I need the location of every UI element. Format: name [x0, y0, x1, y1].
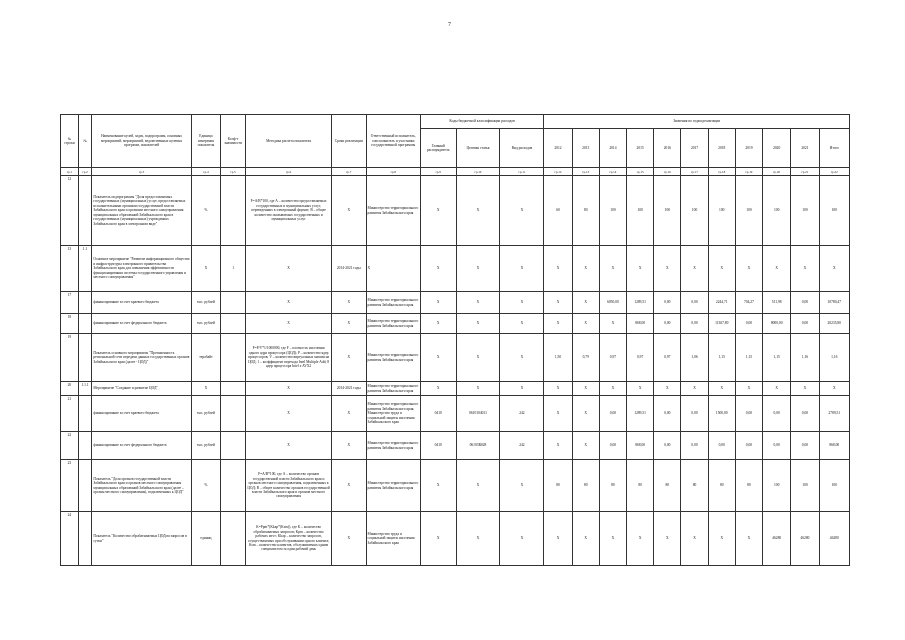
- table-row: [61, 314, 850, 334]
- year-value-cell: 0,00: [654, 314, 681, 334]
- year-value-cell: X: [708, 512, 735, 566]
- row-number-cell: 23: [61, 460, 79, 512]
- target-article-cell: X: [456, 382, 500, 396]
- expense-type-cell: 242: [500, 396, 544, 432]
- year-value-cell: 1,06: [681, 334, 708, 382]
- year-value-cell: 100: [791, 460, 819, 512]
- year-value-cell: 80: [572, 176, 599, 246]
- grbs-cell: X: [420, 382, 456, 396]
- header-method: Методика расчета показателя: [246, 115, 332, 168]
- term-cell: X: [331, 512, 366, 566]
- grbs-cell: X: [420, 292, 456, 314]
- grbs-cell: X: [420, 334, 456, 382]
- column-number-cell: гр.7: [331, 168, 366, 176]
- year-value-cell: X: [654, 246, 681, 292]
- column-number-cell: гр.10: [456, 168, 500, 176]
- column-number-cell: гр.1: [61, 168, 79, 176]
- table-body: [61, 168, 850, 566]
- header-target-article: Целевая статья: [456, 129, 500, 168]
- year-value-cell: 80: [735, 460, 762, 512]
- name-cell: Показатель основного мероприятия "Протяженность региональной сети передачи данных государственных органов Забайкальского края (далее - ЦОД)": [92, 334, 191, 382]
- table-row: [61, 246, 850, 292]
- row-number-cell: 18: [61, 314, 79, 334]
- name-cell: Основное мероприятие "Развитие информационного общества и инфраструктуры электронного правительства Забайкальского края для повышения эффективности функционирования системы государственного управления и местного самоуправления": [92, 246, 191, 292]
- row-number-cell: 20: [61, 382, 79, 396]
- row-number-cell: 21: [61, 396, 79, 432]
- year-value-cell: X: [572, 382, 599, 396]
- expense-type-cell: X: [500, 176, 544, 246]
- name-cell: финансирование за счет краевого бюджета: [92, 396, 191, 432]
- expense-type-cell: X: [500, 314, 544, 334]
- method-cell: F=A/B*100, где А – количество предоставляемых государственных и муниципальных услуг, переведенных в электронный формат; В – общее количество оказываемых государственных и муниципальных услуг: [246, 176, 332, 246]
- year-value-cell: 1289,51: [627, 396, 654, 432]
- method-cell: X: [246, 314, 332, 334]
- name-cell: финансирование за счет краевого бюджета: [92, 292, 191, 314]
- year-value-cell: 0,00: [681, 292, 708, 314]
- year-value-cell: 80: [599, 460, 626, 512]
- unit-cell: X: [191, 382, 220, 396]
- grbs-cell: X: [420, 176, 456, 246]
- year-value-cell: X: [599, 512, 626, 566]
- year-value-cell: 0,00: [791, 314, 819, 334]
- coefficient-cell: [221, 396, 246, 432]
- year-value-cell: X: [572, 314, 599, 334]
- year-value-cell: 0,00: [654, 432, 681, 460]
- year-value-cell: 6050,00: [599, 292, 626, 314]
- target-article-cell: 06103R028: [456, 432, 500, 460]
- year-value-cell: X: [763, 246, 791, 292]
- responsible-cell: Министерство территориального развития Забайкальского края: [366, 460, 420, 512]
- table-row: [61, 176, 850, 246]
- year-value-cell: 868,00: [627, 432, 654, 460]
- table-row: [61, 432, 850, 460]
- total-value-cell: X: [819, 246, 849, 292]
- year-value-cell: 0,00: [708, 432, 735, 460]
- total-value-cell: 100: [819, 460, 849, 512]
- item-number-cell: [78, 334, 92, 382]
- target-article-cell: X: [456, 334, 500, 382]
- total-value-cell: X: [819, 382, 849, 396]
- total-value-cell: 10780,47: [819, 292, 849, 314]
- year-value-cell: 100: [627, 176, 654, 246]
- expense-type-cell: X: [500, 382, 544, 396]
- header-grbs: Главный распорядитель: [420, 129, 456, 168]
- year-value-cell: X: [572, 292, 599, 314]
- year-value-cell: X: [735, 512, 762, 566]
- header-name: Наименование целей, задач, подпрограмм, основных мероприятий, мероприятий, ведомственных целевых программ, показателей: [92, 115, 191, 168]
- table-row: [61, 334, 850, 382]
- header-year: 2013: [572, 129, 599, 168]
- year-value-cell: 0,97: [627, 334, 654, 382]
- term-cell: 2014-2021 годы: [331, 382, 366, 396]
- year-value-cell: 80: [544, 460, 572, 512]
- row-number-cell: 17: [61, 292, 79, 314]
- program-table-wrapper: [60, 114, 850, 566]
- year-value-cell: X: [627, 512, 654, 566]
- column-number-cell: гр.12: [544, 168, 572, 176]
- year-value-cell: 0,97: [654, 334, 681, 382]
- year-value-cell: 60: [544, 176, 572, 246]
- name-cell: Мероприятие "Создание и развитие ЦОД": [92, 382, 191, 396]
- year-value-cell: 1,15: [708, 334, 735, 382]
- year-value-cell: 1,15: [735, 334, 762, 382]
- year-value-cell: 868,00: [627, 314, 654, 334]
- year-value-cell: X: [791, 382, 819, 396]
- table-row: [61, 292, 850, 314]
- year-value-cell: 0,00: [791, 292, 819, 314]
- year-value-cell: X: [681, 246, 708, 292]
- header-term: Сроки реализации: [331, 115, 366, 168]
- target-article-cell: X: [456, 460, 500, 512]
- header-budget-codes: Коды бюджетной классификации расходов: [420, 115, 543, 129]
- responsible-cell: Министерство территориального развития Забайкальского края: [366, 382, 420, 396]
- total-value-cell: 868,00: [819, 432, 849, 460]
- year-value-cell: 0,00: [791, 432, 819, 460]
- name-cell: Показатель "Доля органов государственной власти Забайкальского края и органов местного самоуправления муниципальных образований Забайкальского края (далее – органы местного самоуправления), подключенных к ЦОД": [92, 460, 191, 512]
- header-year: 2017: [681, 129, 708, 168]
- column-number-cell: гр.18: [708, 168, 735, 176]
- header-number: №: [78, 115, 92, 168]
- column-number-row: [61, 168, 850, 176]
- year-value-cell: 80: [654, 460, 681, 512]
- table-row: [61, 382, 850, 396]
- name-cell: Показатель подпрограммы "Доля предоставляемых государственных (муниципальных) услуг, предоставляемых исполнительными органами государственной власти Забайкальского края и органами местного самоуправления муниципальных образований Забайкальского края в государственных (муниципальных) учреждениях Забайкальского края в электронном виде": [92, 176, 191, 246]
- column-number-cell: гр.20: [763, 168, 791, 176]
- year-value-cell: X: [681, 512, 708, 566]
- year-value-cell: 100: [681, 176, 708, 246]
- year-value-cell: 80: [627, 460, 654, 512]
- expense-type-cell: X: [500, 246, 544, 292]
- year-value-cell: 80: [708, 460, 735, 512]
- year-value-cell: 0,00: [763, 432, 791, 460]
- column-number-cell: гр.4: [191, 168, 220, 176]
- year-value-cell: 100: [599, 176, 626, 246]
- year-value-cell: X: [763, 382, 791, 396]
- unit-cell: %: [191, 460, 220, 512]
- total-value-cell: 20235,80: [819, 314, 849, 334]
- year-value-cell: 0,00: [654, 396, 681, 432]
- row-number-cell: 19: [61, 334, 79, 382]
- term-cell: X: [331, 460, 366, 512]
- expense-type-cell: 242: [500, 432, 544, 460]
- method-cell: F=A/B*100, где А – количество органов государственной власти Забайкальского края и органов местного самоуправления, подключенных к ЦОД; В – общее количество органов государственной власти Забайкальского края и органов местного самоуправления: [246, 460, 332, 512]
- responsible-cell: X: [366, 246, 420, 292]
- year-value-cell: 1,16: [791, 334, 819, 382]
- term-cell: X: [331, 334, 366, 382]
- coefficient-cell: [221, 292, 246, 314]
- header-responsible: Ответственный исполнитель, соисполнитель и участники государственной программы: [366, 115, 420, 168]
- unit-cell: тыс. рублей: [191, 314, 220, 334]
- year-value-cell: 80: [572, 460, 599, 512]
- year-value-cell: 0,00: [735, 314, 762, 334]
- responsible-cell: Министерство территориального развития Забайкальского края: [366, 292, 420, 314]
- column-number-cell: гр.19: [735, 168, 762, 176]
- year-value-cell: X: [572, 396, 599, 432]
- year-value-cell: 8000,00: [763, 314, 791, 334]
- responsible-cell: Министерство труда и социальной защиты населения Забайкальского края: [366, 512, 420, 566]
- column-number-cell: гр.13: [572, 168, 599, 176]
- header-coefficient: Коэф-т значимости: [221, 115, 246, 168]
- grbs-cell: 0410: [420, 396, 456, 432]
- item-number-cell: [78, 292, 92, 314]
- target-article-cell: X: [456, 246, 500, 292]
- year-value-cell: 0,97: [599, 334, 626, 382]
- coefficient-cell: [221, 382, 246, 396]
- column-number-cell: гр.8: [366, 168, 420, 176]
- year-value-cell: X: [599, 314, 626, 334]
- item-number-cell: 1.1.1: [78, 382, 92, 396]
- column-number-cell: гр.21: [791, 168, 819, 176]
- coefficient-cell: [221, 432, 246, 460]
- year-value-cell: 511,98: [763, 292, 791, 314]
- year-value-cell: X: [654, 512, 681, 566]
- term-cell: X: [331, 176, 366, 246]
- year-value-cell: X: [544, 314, 572, 334]
- year-value-cell: 0,00: [681, 432, 708, 460]
- grbs-cell: X: [420, 246, 456, 292]
- program-indicators-table: [60, 114, 850, 566]
- column-number-cell: гр.15: [627, 168, 654, 176]
- method-cell: X: [246, 396, 332, 432]
- grbs-cell: X: [420, 460, 456, 512]
- responsible-cell: Министерство территориального развития Забайкальского края: [366, 314, 420, 334]
- year-value-cell: 100: [791, 176, 819, 246]
- year-value-cell: X: [544, 512, 572, 566]
- responsible-cell: Министерство территориального развития Забайкальского края: [366, 432, 420, 460]
- column-number-cell: гр.11: [500, 168, 544, 176]
- total-value-cell: 100: [819, 176, 849, 246]
- year-value-cell: 100: [763, 460, 791, 512]
- header-year: 2015: [627, 129, 654, 168]
- name-cell: финансирование за счет федерального бюджета: [92, 432, 191, 460]
- year-value-cell: 0,00: [599, 432, 626, 460]
- year-value-cell: X: [572, 512, 599, 566]
- header-year: 2020: [763, 129, 791, 168]
- unit-cell: тыс. рублей: [191, 396, 220, 432]
- table-row: [61, 512, 850, 566]
- year-value-cell: 0,00: [654, 292, 681, 314]
- year-value-cell: X: [544, 292, 572, 314]
- table-row: [61, 460, 850, 512]
- column-number-cell: гр.5: [221, 168, 246, 176]
- year-value-cell: X: [572, 246, 599, 292]
- year-value-cell: X: [708, 382, 735, 396]
- year-value-cell: X: [572, 432, 599, 460]
- term-cell: X: [331, 314, 366, 334]
- coefficient-cell: [221, 512, 246, 566]
- column-number-cell: гр.16: [654, 168, 681, 176]
- coefficient-cell: [221, 314, 246, 334]
- name-cell: финансирование за счет федерального бюджета: [92, 314, 191, 334]
- unit-cell: терабайт: [191, 334, 220, 382]
- year-value-cell: X: [627, 246, 654, 292]
- header-year: 2019: [735, 129, 762, 168]
- year-value-cell: X: [599, 382, 626, 396]
- year-value-cell: 0,00: [599, 396, 626, 432]
- year-value-cell: 100: [654, 176, 681, 246]
- coefficient-cell: [221, 176, 246, 246]
- method-cell: K=Ppm*(Kkap*(Ksm)), где K – количество обрабатываемых запросов; Kpm – количество рабочих мест; Kkap – количество запросов, осуществляемых при обслуживании одного клиента; Ksm – количество клиентов, обслуживаемых одним специалистом за один рабочий день: [246, 512, 332, 566]
- item-number-cell: [78, 460, 92, 512]
- year-value-cell: 0,00: [735, 432, 762, 460]
- item-number-cell: [78, 512, 92, 566]
- header-year: 2018: [708, 129, 735, 168]
- unit-cell: %: [191, 176, 220, 246]
- year-value-cell: 0,00: [681, 396, 708, 432]
- year-value-cell: 0,00: [791, 396, 819, 432]
- header-unit: Единица измерения показателя: [191, 115, 220, 168]
- grbs-cell: X: [420, 512, 456, 566]
- coefficient-cell: [221, 334, 246, 382]
- year-value-cell: 2244,71: [708, 292, 735, 314]
- column-number-cell: гр.3: [92, 168, 191, 176]
- year-value-cell: 100: [735, 176, 762, 246]
- responsible-cell: Министерство территориального развития Забайкальского края; Министерство труда и социальной защиты населения Забайкальского края: [366, 396, 420, 432]
- term-cell: 2014-2021 годы: [331, 246, 366, 292]
- item-number-cell: [78, 314, 92, 334]
- row-number-cell: 22: [61, 432, 79, 460]
- responsible-cell: Министерство территориального развития Забайкальского края: [366, 176, 420, 246]
- method-cell: X: [246, 246, 332, 292]
- item-number-cell: [78, 176, 92, 246]
- year-value-cell: 1,15: [763, 334, 791, 382]
- header-total: Итого: [819, 129, 849, 168]
- coefficient-cell: 1: [221, 246, 246, 292]
- method-cell: X: [246, 382, 332, 396]
- header-row-number: № строки: [61, 115, 79, 168]
- header-year: 2016: [654, 129, 681, 168]
- method-cell: X: [246, 432, 332, 460]
- row-number-cell: 24: [61, 512, 79, 566]
- grbs-cell: 0410: [420, 432, 456, 460]
- item-number-cell: [78, 432, 92, 460]
- column-number-cell: гр.14: [599, 168, 626, 176]
- row-number-cell: 13: [61, 246, 79, 292]
- unit-cell: X: [191, 246, 220, 292]
- year-value-cell: X: [681, 382, 708, 396]
- header-year: 2012: [544, 129, 572, 168]
- year-value-cell: 46280: [763, 512, 791, 566]
- target-article-cell: X: [456, 176, 500, 246]
- year-value-cell: 11367,80: [708, 314, 735, 334]
- name-cell: Показатель "Количество обрабатываемых ЦОДом запросов в сутки": [92, 512, 191, 566]
- target-article-cell: X: [456, 314, 500, 334]
- expense-type-cell: X: [500, 292, 544, 314]
- year-value-cell: X: [544, 432, 572, 460]
- year-value-cell: X: [544, 396, 572, 432]
- year-value-cell: X: [627, 382, 654, 396]
- header-yearly-values: Значения по годам реализации: [544, 115, 850, 129]
- method-cell: X: [246, 292, 332, 314]
- column-number-cell: гр.2: [78, 168, 92, 176]
- year-value-cell: 0,00: [681, 314, 708, 334]
- header-year: 2021: [791, 129, 819, 168]
- expense-type-cell: X: [500, 334, 544, 382]
- unit-cell: единиц: [191, 512, 220, 566]
- year-value-cell: X: [599, 246, 626, 292]
- year-value-cell: X: [791, 246, 819, 292]
- year-value-cell: 704,27: [735, 292, 762, 314]
- year-value-cell: X: [708, 246, 735, 292]
- unit-cell: тыс. рублей: [191, 432, 220, 460]
- responsible-cell: Министерство территориального развития Забайкальского края: [366, 334, 420, 382]
- unit-cell: тыс. рублей: [191, 292, 220, 314]
- year-value-cell: X: [654, 382, 681, 396]
- year-value-cell: 1,50: [544, 334, 572, 382]
- total-value-cell: 2789,51: [819, 396, 849, 432]
- term-cell: X: [331, 292, 366, 314]
- year-value-cell: 0,00: [735, 396, 762, 432]
- method-cell: F=P/V*1/1000000, где F – плотность населения одного ядра процессора (ЦОД); P – количество ядер процессоров; V – количество виртуальных машин на ЦОД; 1 – коэффициент перехода Intel Multiple Add; 8 ядер процессора Intel x AVX2: [246, 334, 332, 382]
- year-value-cell: 0,00: [763, 396, 791, 432]
- year-value-cell: X: [544, 246, 572, 292]
- year-value-cell: 100: [763, 176, 791, 246]
- table-row: [61, 396, 850, 432]
- year-value-cell: 1500,00: [708, 396, 735, 432]
- term-cell: X: [331, 432, 366, 460]
- year-value-cell: X: [735, 382, 762, 396]
- year-value-cell: 46280: [791, 512, 819, 566]
- page-number: 7: [448, 22, 451, 28]
- target-article-cell: X: [456, 512, 500, 566]
- term-cell: X: [331, 396, 366, 432]
- expense-type-cell: X: [500, 512, 544, 566]
- year-value-cell: 100: [708, 176, 735, 246]
- year-value-cell: X: [735, 246, 762, 292]
- grbs-cell: X: [420, 314, 456, 334]
- coefficient-cell: [221, 460, 246, 512]
- target-article-cell: 0610104011: [456, 396, 500, 432]
- expense-type-cell: X: [500, 460, 544, 512]
- header-expense-type: Вид расходов: [500, 129, 544, 168]
- header-year: 2014: [599, 129, 626, 168]
- year-value-cell: 80: [681, 460, 708, 512]
- total-value-cell: 1,16: [819, 334, 849, 382]
- year-value-cell: X: [544, 382, 572, 396]
- column-number-cell: гр.6: [246, 168, 332, 176]
- column-number-cell: гр.22: [819, 168, 849, 176]
- table-header: [61, 115, 850, 168]
- item-number-cell: 1.1: [78, 246, 92, 292]
- item-number-cell: [78, 396, 92, 432]
- target-article-cell: X: [456, 292, 500, 314]
- year-value-cell: 1289,51: [627, 292, 654, 314]
- year-value-cell: 0,79: [572, 334, 599, 382]
- row-number-cell: 12: [61, 176, 79, 246]
- column-number-cell: гр.9: [420, 168, 456, 176]
- total-value-cell: 46280: [819, 512, 849, 566]
- column-number-cell: гр.17: [681, 168, 708, 176]
